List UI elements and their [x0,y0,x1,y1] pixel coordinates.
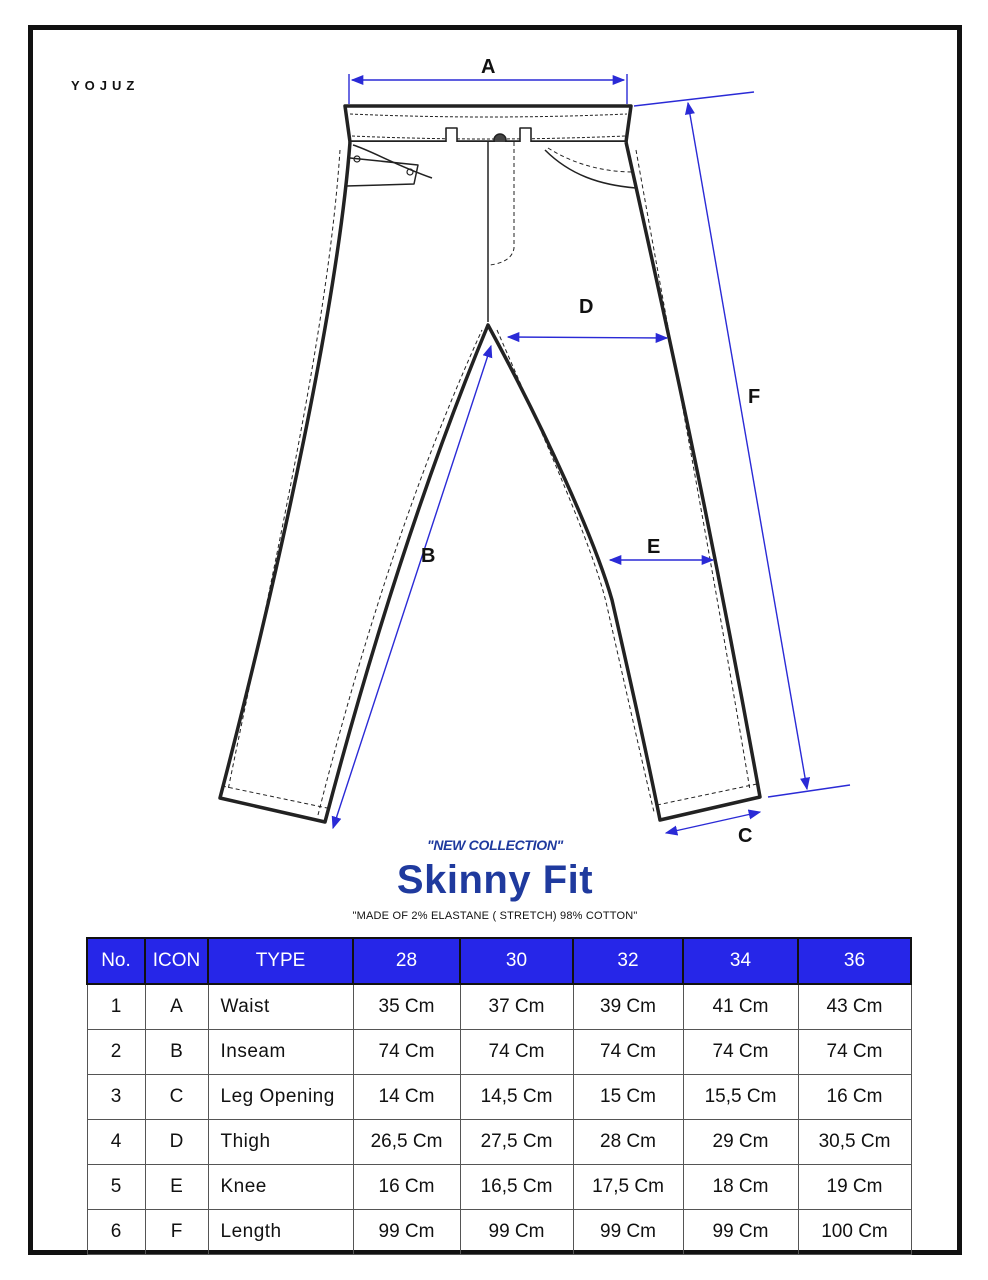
cell-no: 2 [87,1030,145,1075]
header-type: TYPE [208,938,353,984]
header-size-28: 28 [353,938,460,984]
fit-title: Skinny Fit [396,858,594,902]
dimension-label-f: F [748,386,761,408]
dimension-label-d: D [579,296,594,318]
cell-type: Inseam [208,1030,353,1075]
collection-tagline: "NEW COLLECTION" [426,837,564,853]
cell-size-36: 16 Cm [798,1075,911,1120]
dimension-label-e: E [647,536,661,558]
cell-size-28: 14 Cm [353,1075,460,1120]
pants-outline [220,106,760,822]
table-row [87,1030,911,1075]
table-row [87,1210,911,1255]
cell-size-32: 28 Cm [573,1120,683,1165]
cell-size-34: 29 Cm [683,1120,798,1165]
cell-size-30: 14,5 Cm [460,1075,573,1120]
cell-type: Knee [208,1165,353,1210]
material-note: "MADE OF 2% ELASTANE ( STRETCH) 98% COTTON" [352,910,638,922]
cell-size-30: 99 Cm [460,1210,573,1255]
cell-icon: D [145,1120,208,1165]
cell-size-32: 99 Cm [573,1210,683,1255]
dimension-label-b: B [421,545,436,567]
cell-size-28: 35 Cm [353,984,460,1030]
cell-size-32: 74 Cm [573,1030,683,1075]
cell-no: 5 [87,1165,145,1210]
size-chart-frame [28,25,962,1255]
brand-logo: YOJUZ [71,78,140,93]
header-no: No. [87,938,145,984]
cell-size-34: 74 Cm [683,1030,798,1075]
table-row [87,1120,911,1165]
cell-size-28: 16 Cm [353,1165,460,1210]
cell-size-30: 74 Cm [460,1030,573,1075]
cell-size-30: 27,5 Cm [460,1120,573,1165]
cell-icon: F [145,1210,208,1255]
cell-size-28: 99 Cm [353,1210,460,1255]
cell-type: Length [208,1210,353,1255]
cell-icon: C [145,1075,208,1120]
cell-size-34: 99 Cm [683,1210,798,1255]
table-row [87,984,911,1030]
table-header-row [87,938,911,984]
cell-size-36: 43 Cm [798,984,911,1030]
table-row [87,1075,911,1120]
size-table [86,937,912,1255]
cell-type: Thigh [208,1120,353,1165]
cell-size-34: 18 Cm [683,1165,798,1210]
cell-size-30: 37 Cm [460,984,573,1030]
dimension-label-a: A [481,56,496,78]
cell-size-32: 15 Cm [573,1075,683,1120]
cell-icon: A [145,984,208,1030]
header-size-32: 32 [573,938,683,984]
header-size-30: 30 [460,938,573,984]
cell-no: 4 [87,1120,145,1165]
cell-size-32: 39 Cm [573,984,683,1030]
cell-size-36: 100 Cm [798,1210,911,1255]
cell-icon: B [145,1030,208,1075]
cell-icon: E [145,1165,208,1210]
header-size-36: 36 [798,938,911,984]
cell-size-28: 74 Cm [353,1030,460,1075]
header-icon: ICON [145,938,208,984]
cell-size-34: 41 Cm [683,984,798,1030]
cell-type: Waist [208,984,353,1030]
cell-size-32: 17,5 Cm [573,1165,683,1210]
header-size-34: 34 [683,938,798,984]
cell-size-28: 26,5 Cm [353,1120,460,1165]
cell-size-36: 74 Cm [798,1030,911,1075]
cell-size-36: 30,5 Cm [798,1120,911,1165]
cell-size-36: 19 Cm [798,1165,911,1210]
cell-no: 6 [87,1210,145,1255]
dimension-label-c: C [738,825,753,847]
cell-size-30: 16,5 Cm [460,1165,573,1210]
table-row [87,1165,911,1210]
cell-no: 1 [87,984,145,1030]
cell-size-34: 15,5 Cm [683,1075,798,1120]
cell-no: 3 [87,1075,145,1120]
cell-type: Leg Opening [208,1075,353,1120]
